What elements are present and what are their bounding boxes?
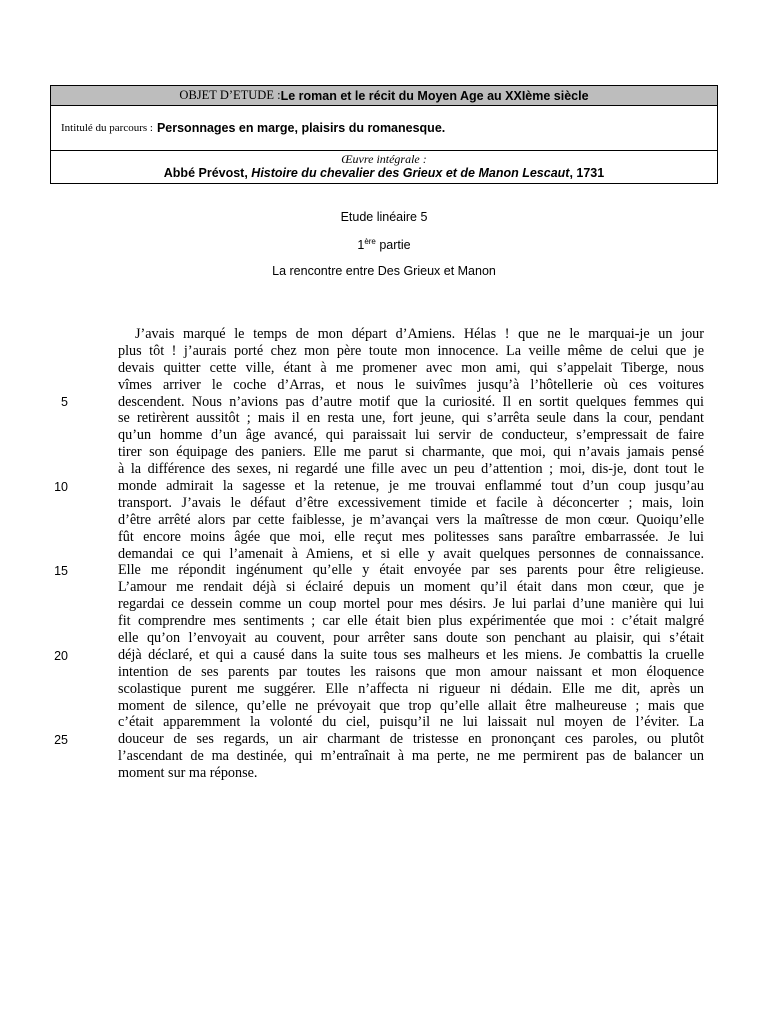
text-line: monde admirait la sagesse et la retenue, je me trouvai enflammé tout d’un coup jusqu’au [118,478,704,495]
part-word: partie [375,238,411,252]
text-line: regardai ce dessein comme un coup mortel pour mes désirs. Je lui parlai d’une manière qui lui [118,596,704,613]
text-line: intention de ses parents par toutes les raisons que mon amour naissant et mon éloquence [118,663,704,680]
line-number: 5 [61,395,68,409]
text-line: à la différence des sexes, ni regardé une fille avec un peu d’attention ; moi, dis-je, dont tout le [118,461,704,478]
text-line: fût encore moins âgée que moi, elle reçut mes politesses sans paraître embarrassée. Je lui [118,528,704,545]
part-number: 1 [357,238,365,252]
parcours-value: Personnages en marge, plaisirs du romanesque. [156,121,446,135]
study-part [0,237,768,252]
parcours-label: Intitulé du parcours : [61,122,153,134]
line-number: 20 [54,649,68,663]
oeuvre-label: Œuvre intégrale : [341,152,427,166]
study-title: Etude linéaire 5 [340,210,428,224]
study-subtitle: La rencontre entre Des Grieux et Manon [272,264,496,278]
part-superscript: ère [364,237,376,246]
text-passage [118,326,704,782]
text-line: vîmes arriver le coche d’Arras, et nous le suivîmes jusqu’à l’hôtellerie où ces voitures [118,376,704,393]
text-line: plus tôt ! j’aurais porté chez mon père toute mon innocence. La veille même de celui que je [118,342,704,359]
text-line: douceur de ses regards, un air charmant de tristesse en prononçant ces paroles, ou plutôt [118,731,704,748]
line-number: 10 [54,480,68,494]
text-line: J’avais marqué le temps de mon départ d’Amiens. Hélas ! que ne le marquai-je un jour [135,326,704,342]
text-line: c’était apparemment la volonté du ciel, puisqu’il ne lui laissait nul moyen de l’éviter. La [118,714,704,731]
text-line: devais quitter cette ville, étant à me promener avec mon ami, qui s’appelait Tiberge, nous [118,359,704,376]
oeuvre-value [51,166,717,181]
oeuvre-row [51,151,717,183]
text-line: descendent. Nous n’avions pas d’autre motif que la curiosité. Il en sortit quelques femmes qui [118,393,704,410]
text-line: moment de silence, qu’elle ne prévoyait que trop qu’elle allait être malheureuse ; mais que [118,697,704,714]
text-line: demandai ce qui l’amenait à Amiens, et si elle y avait quelques personnes de connaissance. [118,545,704,562]
text-line: scolastique purent me suggérer. Elle n’affecta ni rigueur ni dédain. Elle me dit, après un [118,680,704,697]
text-line: moment sur ma réponse. [118,765,258,782]
text-line: qu’un homme d’un âge avancé, qui paraissait lui servir de conducteur, s’empressait de faire [118,427,704,444]
objet-etude-row [51,86,717,106]
objet-etude-label: OBJET D’ETUDE : [179,88,281,102]
parcours-row [51,106,717,151]
oeuvre-year: , 1731 [569,166,605,180]
oeuvre-author: Abbé Prévost, [163,166,252,180]
text-line: déjà déclaré, et qui a causé dans la suite tous ses malheurs et les miens. Je combattis la cruelle [118,646,704,663]
text-line: se retirèrent aussitôt ; mais il en resta une, fort jeune, qui s’arrêta seule dans la cour, pendant [118,410,704,427]
text-line: tirer son équipage des paniers. Elle me parut si charmante, que moi, qui n’avais jamais pensé [118,444,704,461]
text-line: elle qu’on l’envoyait au couvent, pour arrêter sans doute son penchant au plaisir, qui s’était [118,630,704,647]
text-line: l’ascendant de ma destinée, qui m’entraînait à ma perte, ne me permirent pas de balancer un [118,748,704,765]
text-line: Elle me répondit ingénument qu’elle y était envoyée par ses parents pour être religieuse. [118,562,704,579]
text-line: d’être arrêté alors par cette faiblesse, je m’avançai vers la maîtresse de mon cœur. Quoiqu’elle [118,511,704,528]
text-line: L’amour me rendait déjà si éclairé depuis un moment qu’il était dans mon cœur, que je [118,579,704,596]
text-line: fit comprendre mes sentiments ; car elle était bien plus expérimentée que moi : c’était malgré [118,613,704,630]
oeuvre-title: Histoire du chevalier des Grieux et de Manon Lescaut [251,166,570,180]
line-number: 15 [54,564,68,578]
objet-etude-value: Le roman et le récit du Moyen Age au XXIème siècle [280,88,589,103]
line-number: 25 [54,733,68,747]
text-line: transport. J’avais le défaut d’être excessivement timide et facile à déconcerter ; mais, loin [118,494,704,511]
header-table [50,85,718,184]
